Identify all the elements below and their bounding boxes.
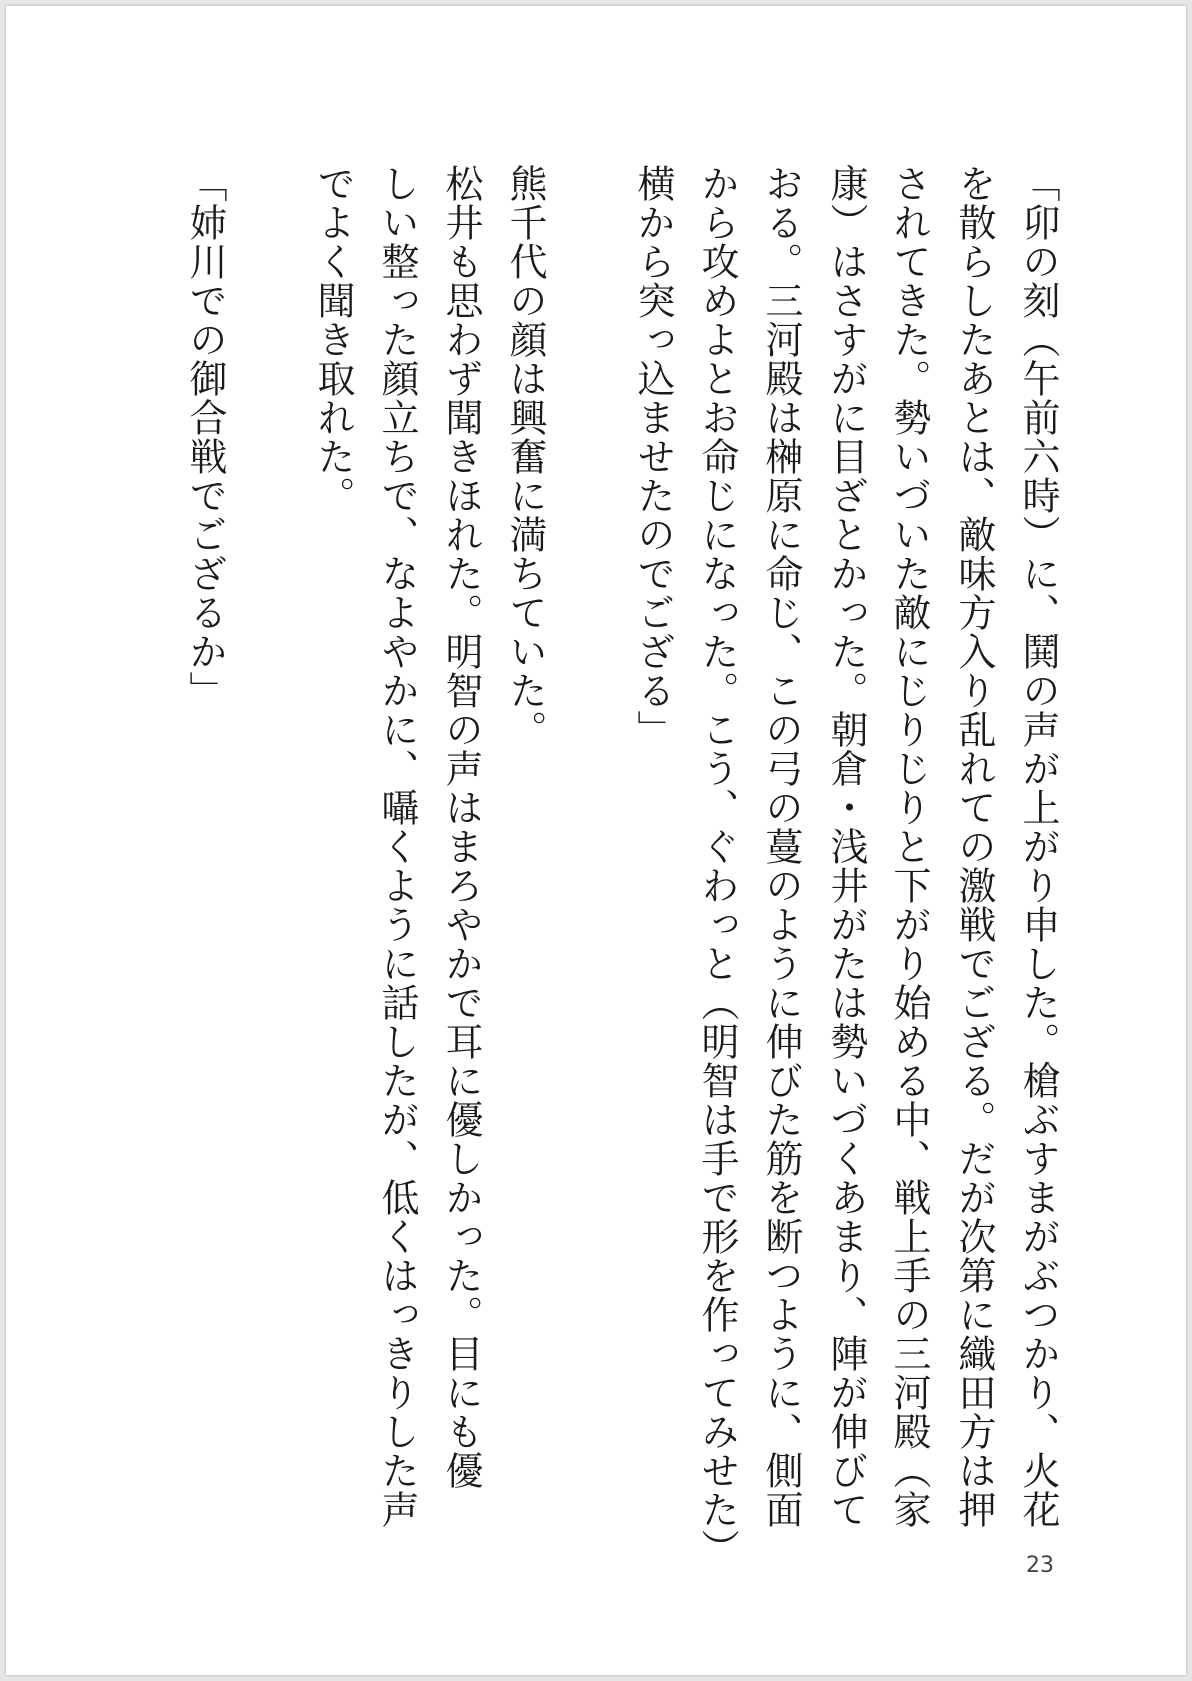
text-line: 横から突っ込ませたのでござる」	[631, 164, 675, 749]
book-page	[6, 6, 1186, 1675]
text-line: でよく聞き取れた。	[311, 164, 355, 515]
text-line: 熊千代の顔は興奮に満ちていた。	[503, 164, 547, 749]
text-line: を散らしたあとは、敵味方入り乱れての激戦でござる。だが次第に織田方は押	[952, 164, 996, 1529]
text-line: 「卯の刻（午前六時）に、鬨の声が上がり申した。槍ぶすまがぶつかり、火花	[1016, 164, 1060, 1529]
text-line: から攻めよとお命じになった。こう、ぐわっと（明智は手で形を作ってみせた）	[695, 164, 739, 1568]
text-line: しい整った顔立ちで、なよやかに、囁くように話したが、低くはっきりした声	[375, 164, 419, 1529]
text-line: 松井も思わず聞きほれた。明智の声はまろやかで耳に優しかった。目にも優	[439, 164, 483, 1490]
text-line: されてきた。勢いづいた敵にじりじりと下がり始める中、戦上手の三河殿（家	[887, 164, 931, 1529]
text-line: おる。三河殿は榊原に命じ、この弓の蔓のように伸びた筋を断つように、側面	[759, 164, 803, 1529]
page-number: 23	[1026, 1553, 1054, 1578]
text-line: 「姉川での御合戦でござるか」	[183, 164, 227, 710]
text-line: 康）はさすがに目ざとかった。朝倉・浅井がたは勢いづくあまり、陣が伸びて	[824, 164, 868, 1529]
